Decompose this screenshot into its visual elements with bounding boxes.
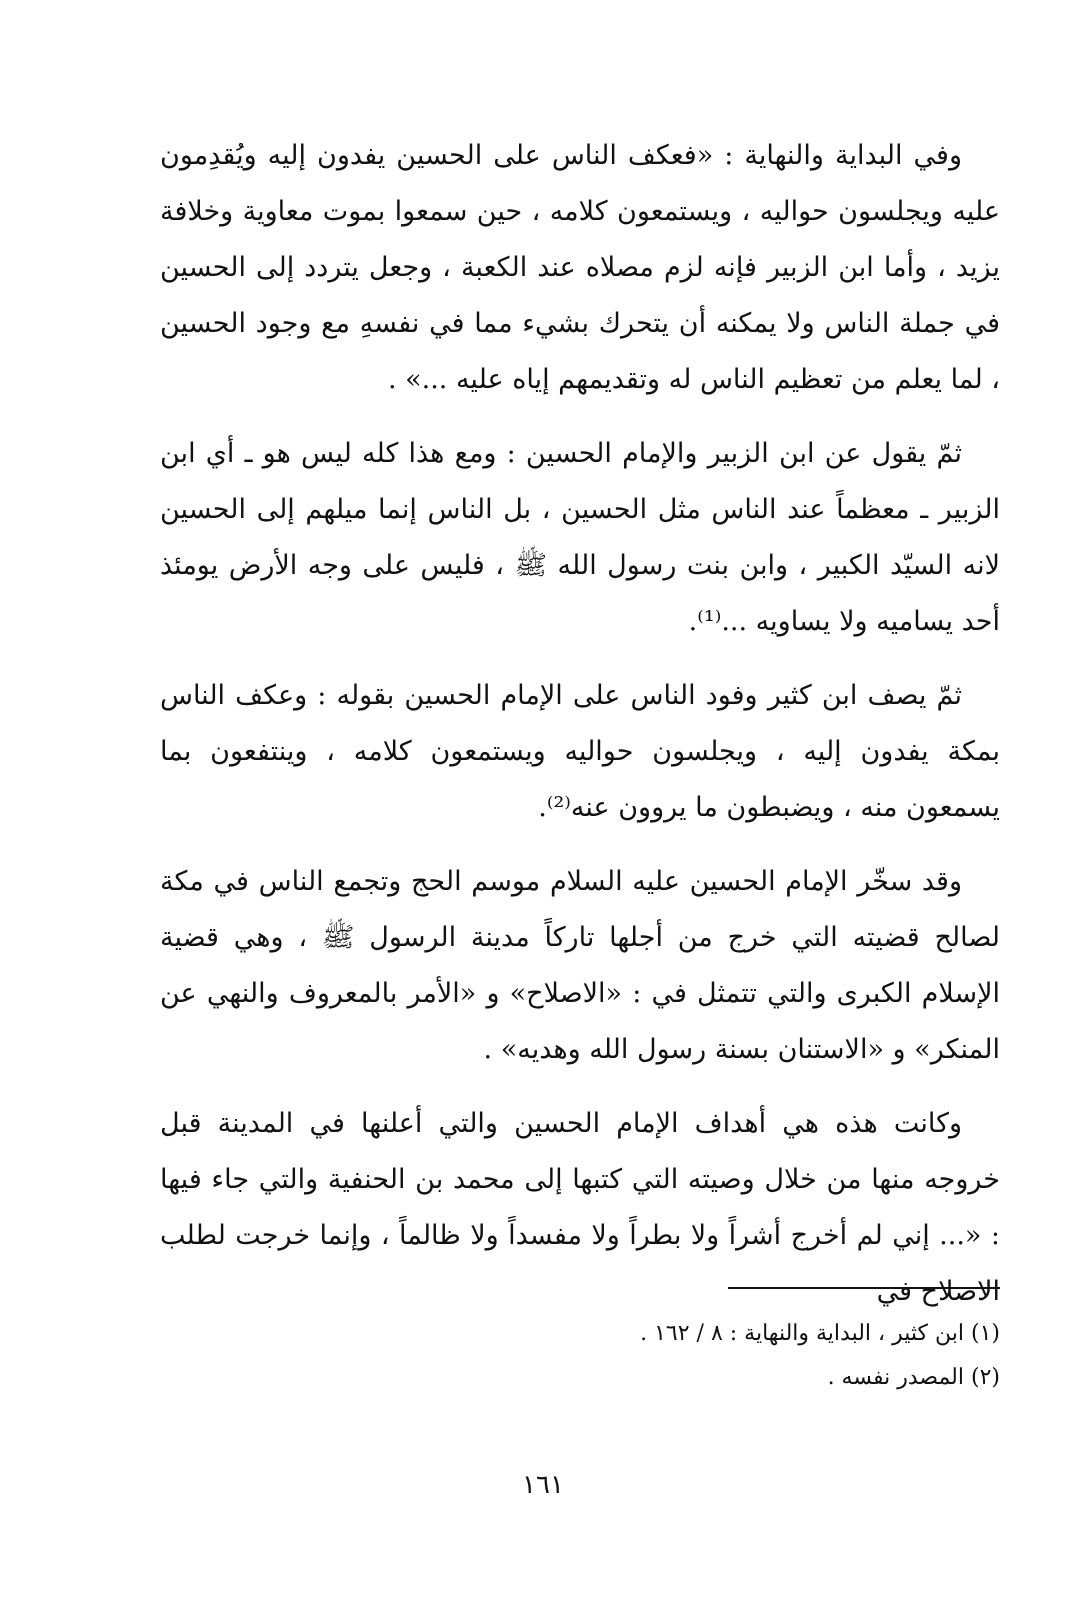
paragraph-3: ثمّ يصف ابن كثير وفود الناس على الإمام الحسين بقوله : وعكف الناس بمكة يفدون إليه ، ويجلسون حواليه ويستمعون كلامه ، وينتفعون بما يسمعون منه ، ويضبطون ما يروون عنه⁽²⁾. (160, 680, 1000, 823)
footnote-1: (١) ابن كثير ، البداية والنهاية : ٨ / ١٦٢ . (640, 1321, 1000, 1346)
paragraph-4: وقد سخّر الإمام الحسين عليه السلام موسم الحج وتجمع الناس في مكة لصالح قضيته التي خرج من أجلها تاركاً مدينة الرسول ﷺ ، وهي قضية الإسلام الكبرى والتي تتمثل في : «الاصلاح» و «الأمر بالمعروف والنهي عن المنكر» و «الاستنان بسنة رسول الله وهديه» . (160, 866, 1000, 1065)
body-text (160, 128, 1000, 1320)
paragraph-1: وفي البداية والنهاية : «فعكف الناس على الحسين يفدون إليه ويُقدِمون عليه ويجلسون حواليه ، ويستمعون كلامه ، حين سمعوا بموت معاوية وخلافة يزيد ، وأما ابن الزبير فإنه لزم مصلاه عند الكعبة ، وجعل يتردد إلى الحسين في جملة الناس ولا يمكنه أن يتحرك بشيء مما في نفسهِ مع وجود الحسين ، لما يعلم من تعظيم الناس له وتقديمهم إياه عليه ...» . (160, 140, 1000, 395)
page-body (160, 128, 1000, 1338)
footnotes-list (160, 1312, 1000, 1400)
footnote-2: (٢) المصدر نفسه . (827, 1365, 1000, 1390)
paragraph-5: وكانت هذه هي أهداف الإمام الحسين والتي أعلنها في المدينة قبل خروجه منها من خلال وصيته التي كتبها إلى محمد بن الحنفية والتي جاء فيها : «... إني لم أخرج أشراً ولا بطراً ولا مفسداً ولا ظالماً ، وإنما خرجت لطلب الاصلاح في (160, 1108, 1000, 1307)
paragraph-2: ثمّ يقول عن ابن الزبير والإمام الحسين : ومع هذا كله ليس هو ـ أي ابن الزبير ـ معظماً عند الناس مثل الحسين ، بل الناس إنما ميلهم إلى الحسين لانه السيّد الكبير ، وابن بنت رسول الله ﷺ ، فليس على وجه الأرض يومئذ أحد يساميه ولا يساويه ...⁽¹⁾. (160, 438, 1000, 637)
footnote-divider (728, 1287, 1000, 1289)
page-number: ١٦١ (522, 1470, 564, 1500)
